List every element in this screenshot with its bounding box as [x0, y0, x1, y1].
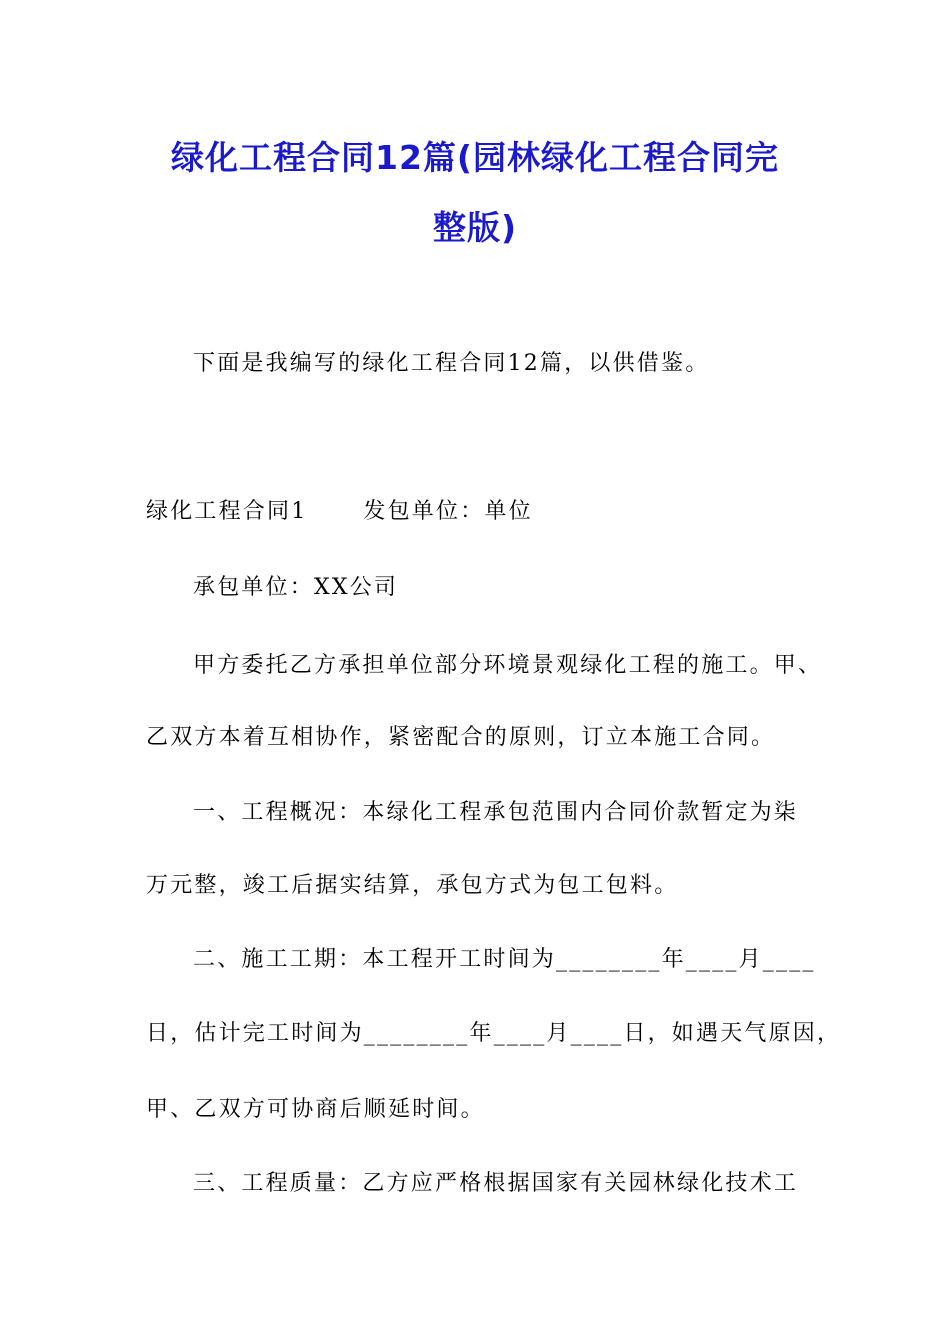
document-title-line-2: 整版): [432, 208, 518, 247]
paragraph-line: 乙双方本着互相协作，紧密配合的原则，订立本施工合同。: [146, 725, 776, 750]
contract-heading-line: [146, 494, 533, 525]
paragraph-line: 一、工程概况：本绿化工程承包范围内合同价款暂定为柒: [193, 800, 799, 825]
employer-line: 发包单位：单位: [363, 499, 533, 524]
intro-paragraph: 下面是我编写的绿化工程合同12篇，以供借鉴。: [193, 351, 710, 376]
document-title-line-1: 绿化工程合同12篇(园林绿化工程合同完: [170, 138, 779, 177]
paragraph-line: 甲方委托乙方承担单位部分环境景观绿化工程的施工。甲、: [193, 653, 823, 678]
paragraph-line: 甲、乙双方可协商后顺延时间。: [146, 1097, 485, 1122]
paragraph-line: 二、施工工期：本工程开工时间为________年____月____: [193, 947, 816, 972]
paragraph-line: 万元整，竣工后据实结算，承包方式为包工包料。: [146, 873, 679, 898]
paragraph-line: 三、工程质量：乙方应严格根据国家有关园林绿化技术工: [193, 1171, 799, 1196]
paragraph-line: 日，估计完工时间为________年____月____日，如遇天气原因，: [146, 1021, 842, 1046]
contractor-line: 承包单位：XX公司: [193, 575, 399, 600]
contract-heading: 绿化工程合同1: [146, 499, 308, 524]
